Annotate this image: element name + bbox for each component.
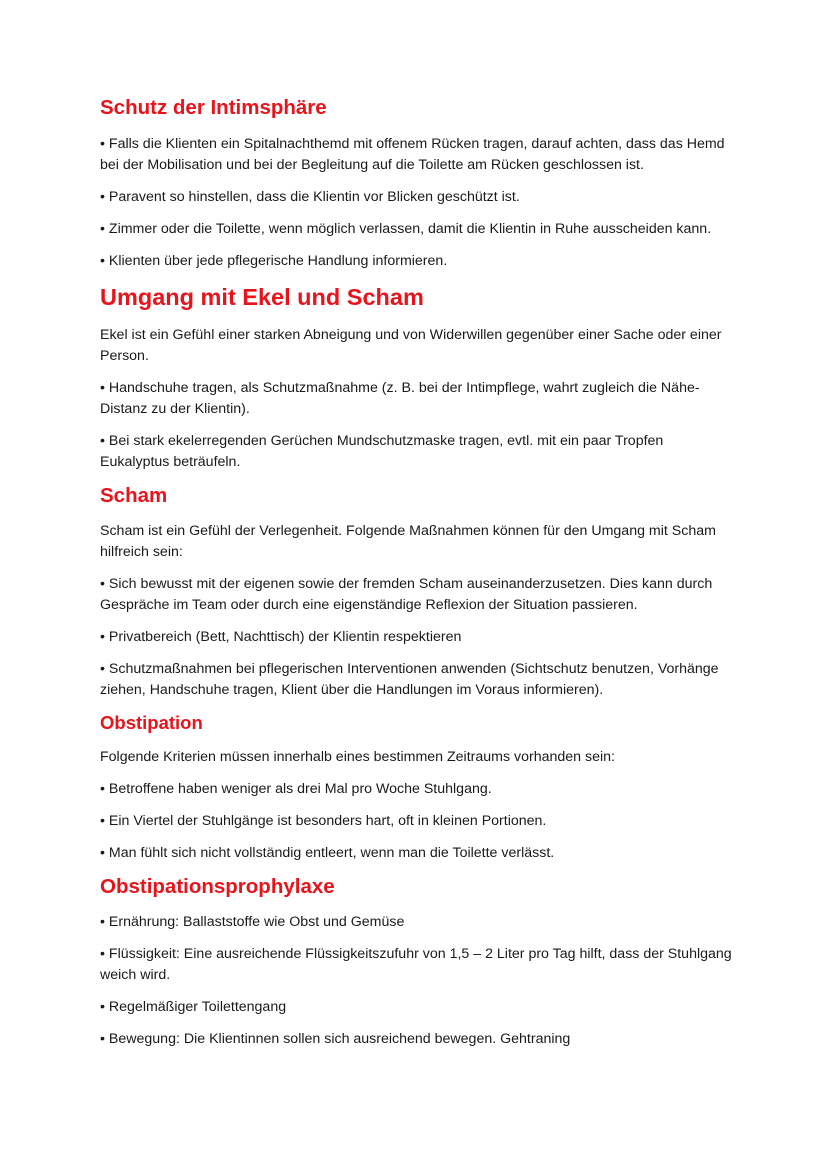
section-heading: Umgang mit Ekel und Scham (100, 283, 424, 310)
paragraph: • Schutzmaßnahmen bei pflegerischen Interventionen anwenden (Sichtschutz benutzen, Vorhänge ziehen, Handschuhe tragen, Klient über die Handlungen im Voraus informieren). (100, 661, 719, 699)
paragraph: • Flüssigkeit: Eine ausreichende Flüssigkeitszufuhr von 1,5 – 2 Liter pro Tag hilft, dass der Stuhlgang weich wird. (100, 946, 732, 984)
paragraph: • Falls die Klienten ein Spitalnachthemd mit offenem Rücken tragen, darauf achten, dass das Hemd bei der Mobilisation und bei der Begleitung auf die Toilette am Rücken geschlossen ist. (100, 135, 725, 173)
paragraph: • Regelmäßiger Toilettengang (100, 999, 287, 1016)
section-heading: Obstipationsprophylaxe (100, 874, 335, 898)
section-scham (100, 484, 732, 702)
document-page (100, 96, 732, 1061)
paragraph: • Ein Viertel der Stuhlgänge ist besonders hart, oft in kleinen Portionen. (100, 812, 547, 829)
paragraph: • Man fühlt sich nicht vollständig entleert, wenn man die Toilette verlässt. (100, 844, 555, 861)
section-heading: Obstipation (100, 712, 203, 734)
paragraph: • Betroffene haben weniger als drei Mal pro Woche Stuhlgang. (100, 780, 492, 797)
section-heading: Scham (100, 483, 168, 507)
section-obstipation (100, 712, 732, 863)
paragraph: • Klienten über jede pflegerische Handlung informieren. (100, 252, 448, 269)
paragraph: • Bei stark ekelerregenden Gerüchen Mundschutzmaske tragen, evtl. mit ein paar Tropfen Eukalyptus beträufeln. (100, 432, 664, 470)
paragraph: Folgende Kriterien müssen innerhalb eines bestimmen Zeitraums vorhanden sein: (100, 748, 615, 765)
section-heading: Schutz der Intimsphäre (100, 96, 327, 119)
section-umgang-mit-ekel-und-scham (100, 283, 732, 473)
section-schutz-der-intimsphaere (100, 96, 732, 272)
paragraph: • Zimmer oder die Toilette, wenn möglich verlassen, damit die Klientin in Ruhe ausscheiden kann. (100, 220, 712, 237)
paragraph: • Privatbereich (Bett, Nachttisch) der Klientin respektieren (100, 629, 462, 646)
paragraph: • Bewegung: Die Klientinnen sollen sich ausreichend bewegen. Gehtraning (100, 1031, 571, 1048)
paragraph: Ekel ist ein Gefühl einer starken Abneigung und von Widerwillen gegenüber einer Sache oder einer Person. (100, 326, 722, 364)
paragraph: • Handschuhe tragen, als Schutzmaßnahme (z. B. bei der Intimpflege, wahrt zugleich die Nähe-Distanz zu der Klientin). (100, 379, 700, 417)
section-obstipationsprophylaxe (100, 875, 732, 1051)
paragraph: • Sich bewusst mit der eigenen sowie der fremden Scham auseinanderzusetzen. Dies kann durch Gespräche im Team oder durch eine eigenständige Reflexion der Situation passieren. (100, 576, 713, 614)
paragraph: Scham ist ein Gefühl der Verlegenheit. Folgende Maßnahmen können für den Umgang mit Scham hilfreich sein: (100, 523, 716, 561)
paragraph: • Ernährung: Ballaststoffe wie Obst und Gemüse (100, 914, 405, 931)
paragraph: • Paravent so hinstellen, dass die Klientin vor Blicken geschützt ist. (100, 188, 520, 205)
